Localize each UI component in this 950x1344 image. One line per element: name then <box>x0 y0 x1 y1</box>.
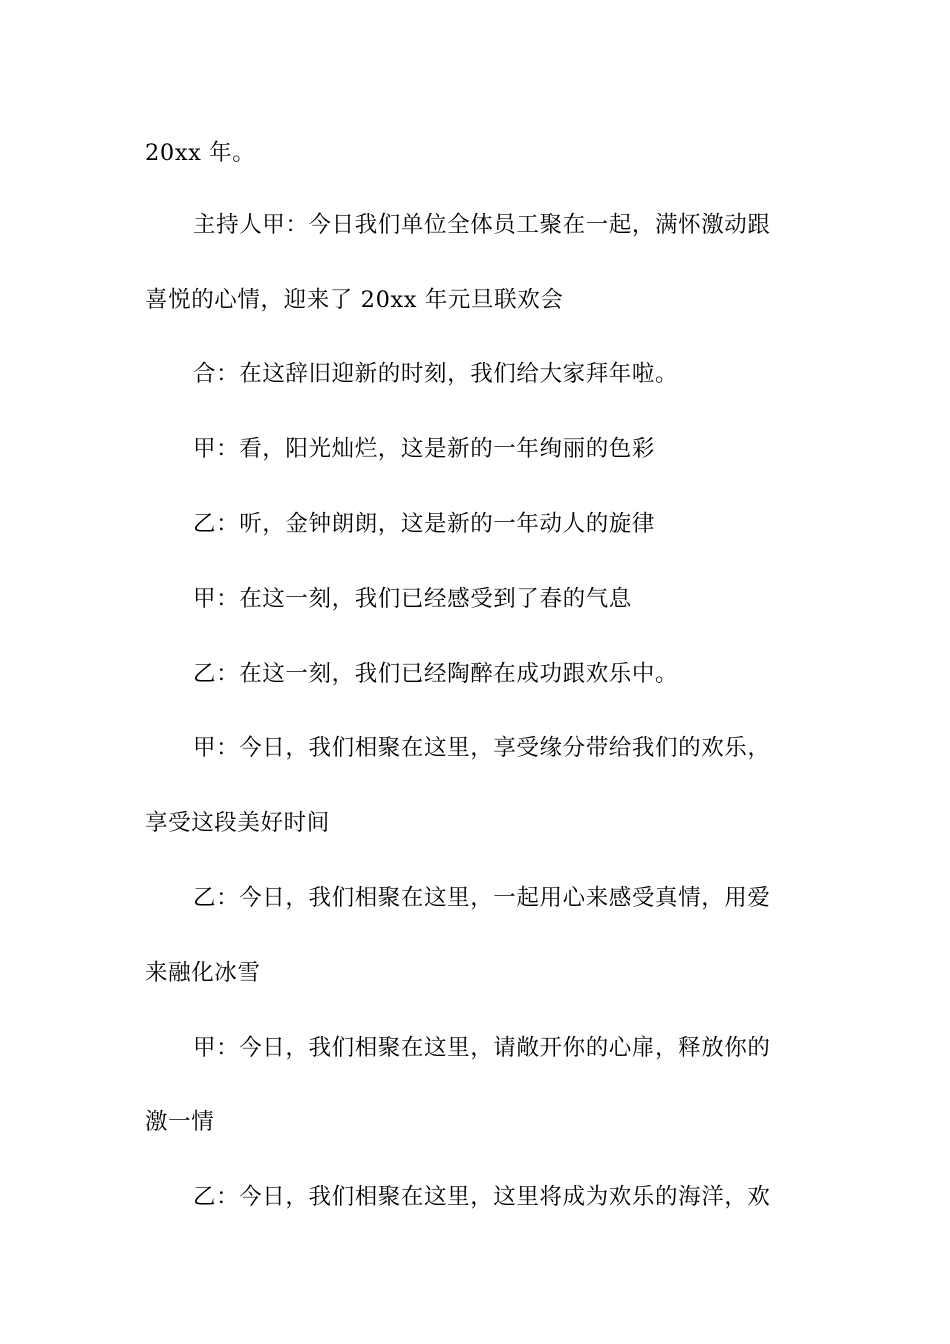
text-line: 甲：今日，我们相聚在这里，享受缘分带给我们的欢乐， <box>193 735 771 761</box>
text-line: 合：在这辞旧迎新的时刻，我们给大家拜年啦。 <box>193 361 679 387</box>
text-line: 乙：在这一刻，我们已经陶醉在成功跟欢乐中。 <box>193 661 679 687</box>
text-line: 主持人甲：今日我们单位全体员工聚在一起，满怀激动跟 <box>193 212 771 238</box>
text-line: 激一情 <box>145 1109 215 1135</box>
text-line: 喜悦的心情，迎来了 20xx 年元旦联欢会 <box>145 287 564 313</box>
text-line: 来融化冰雪 <box>145 960 261 986</box>
text-line: 甲：在这一刻，我们已经感受到了春的气息 <box>193 586 632 612</box>
text-line: 享受这段美好时间 <box>145 810 330 836</box>
text-line: 乙：今日，我们相聚在这里，一起用心来感受真情，用爱 <box>193 885 771 911</box>
text-line: 甲：今日，我们相聚在这里，请敞开你的心扉，释放你的 <box>193 1035 771 1061</box>
text-line: 20xx 年。 <box>145 140 256 166</box>
text-line: 甲：看，阳光灿烂，这是新的一年绚丽的色彩 <box>193 436 656 462</box>
text-line: 乙：听，金钟朗朗，这是新的一年动人的旋律 <box>193 511 656 537</box>
text-line: 乙：今日，我们相聚在这里，这里将成为欢乐的海洋，欢 <box>193 1184 771 1210</box>
